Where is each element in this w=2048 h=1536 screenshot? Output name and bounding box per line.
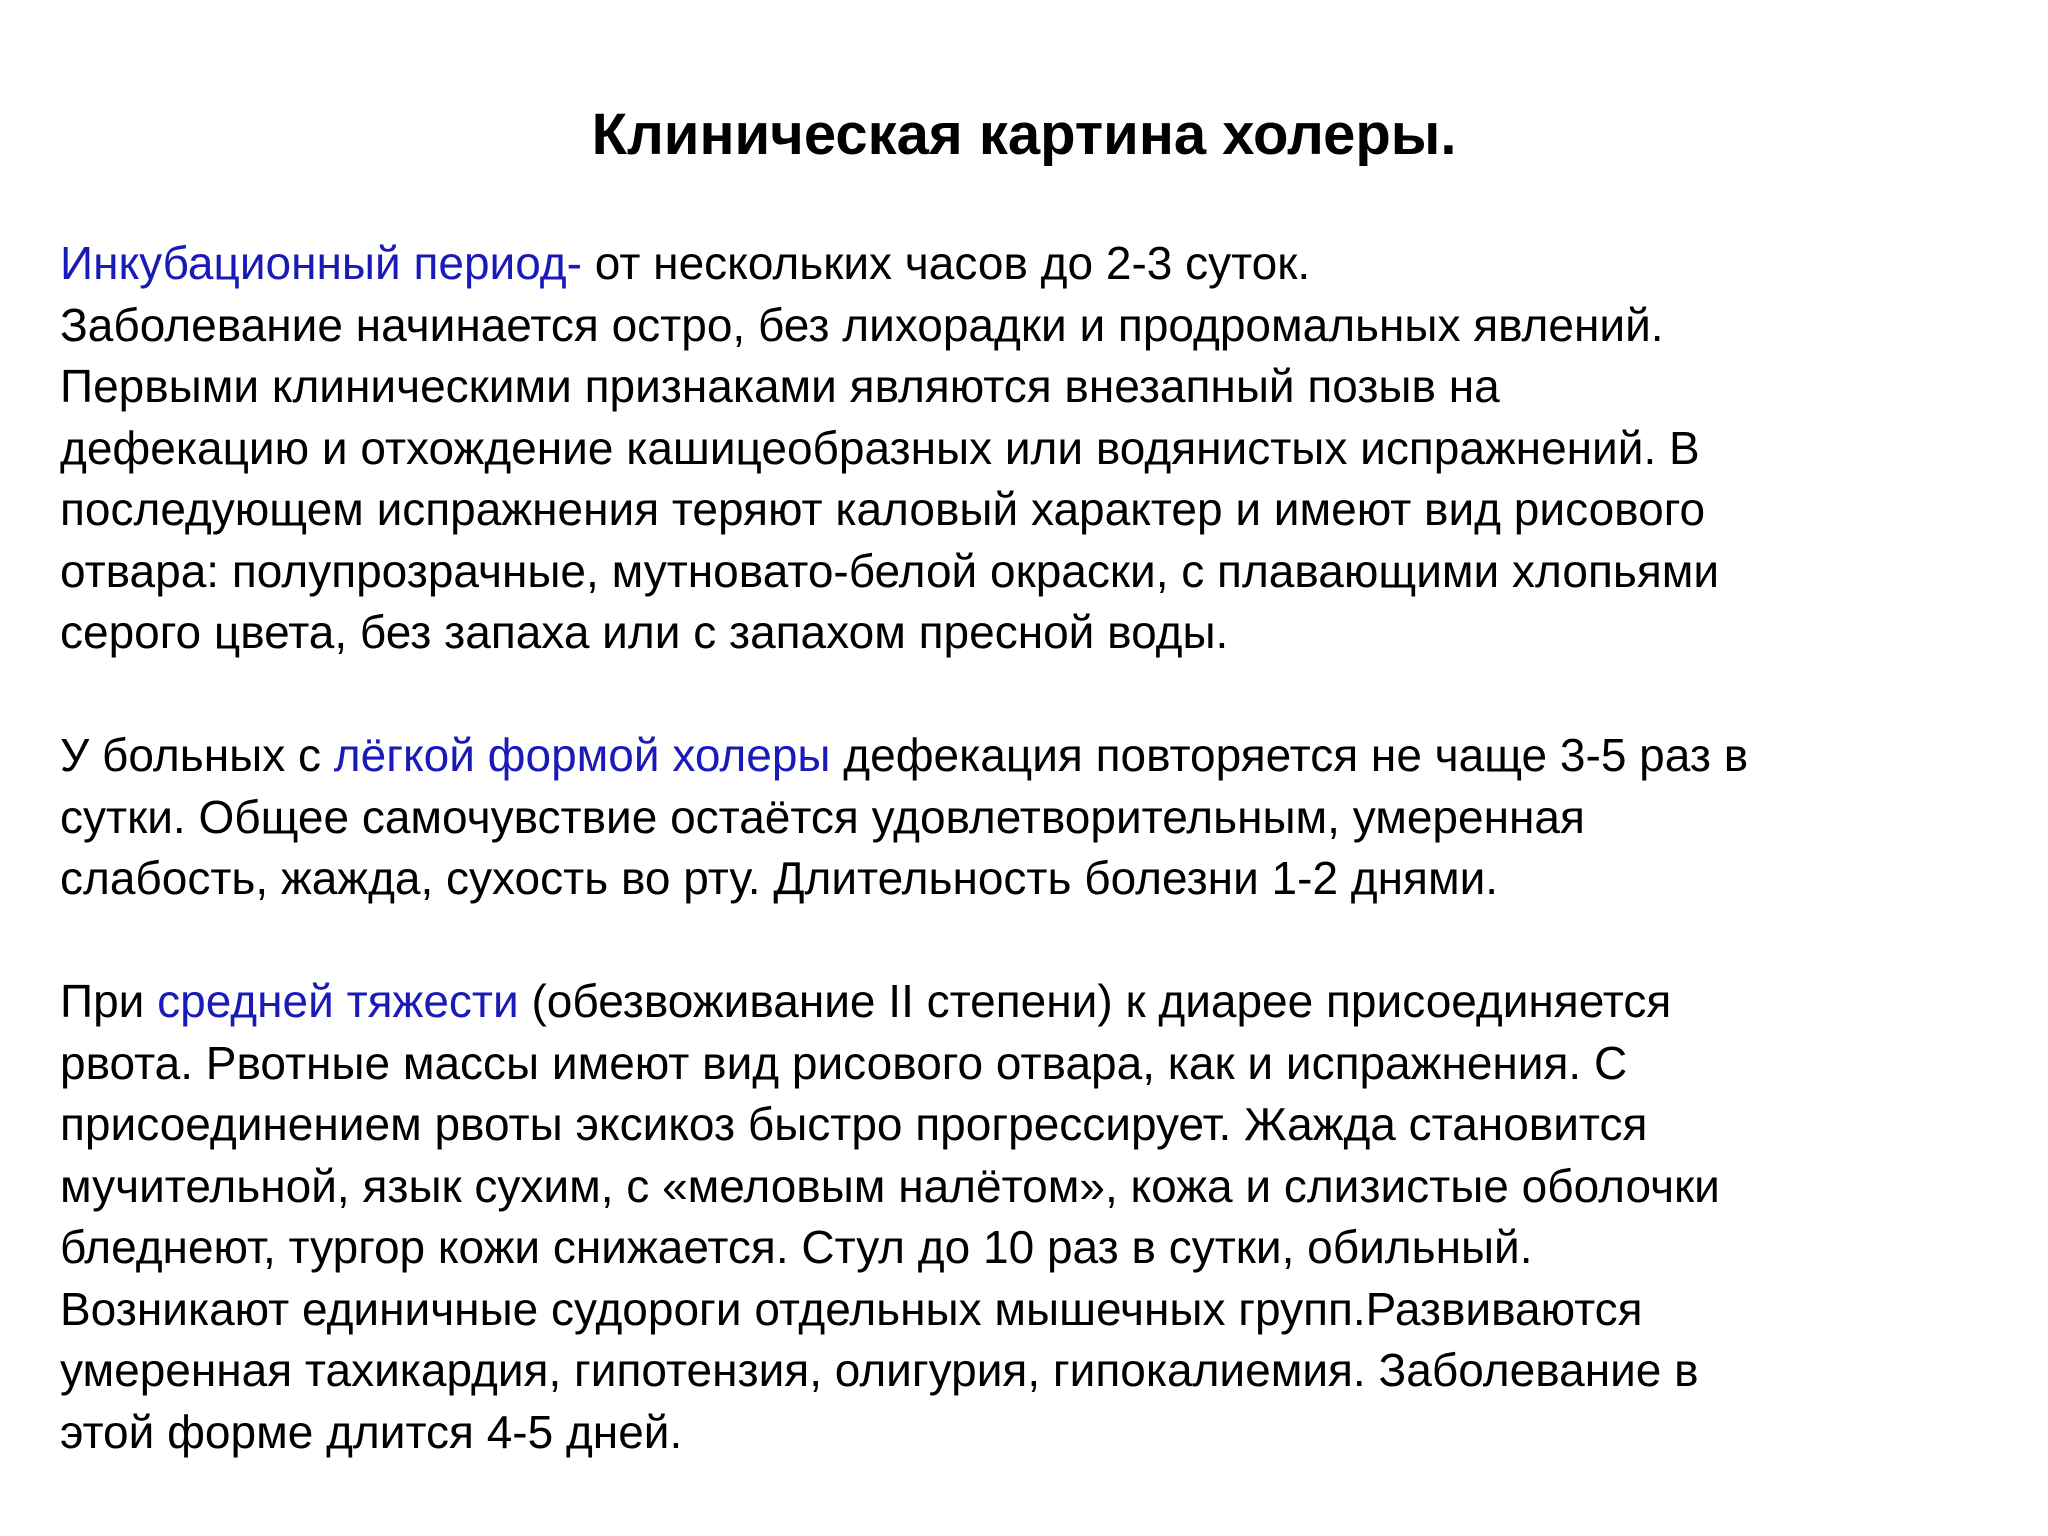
slide-title: Клиническая картина холеры. bbox=[591, 102, 1457, 167]
term-incubation-period: Инкубационный период- bbox=[60, 237, 582, 289]
term-moderate-severity: средней тяжести bbox=[157, 975, 519, 1027]
paragraph-incubation bbox=[60, 233, 2020, 664]
text-line bbox=[60, 971, 2020, 1033]
text-line: дефекацию и отхождение кашицеобразных или водянистых испражнений. В bbox=[60, 421, 1700, 474]
paragraph-gap bbox=[60, 664, 2020, 726]
text-fragment: от нескольких часов до 2-3 суток. bbox=[581, 237, 1311, 289]
paragraph-mild-form bbox=[60, 725, 2020, 910]
text-line: Заболевание начинается остро, без лихорадки и продромальных явлений. bbox=[60, 298, 1664, 351]
term-mild-form: лёгкой формой холеры bbox=[333, 729, 831, 781]
text-line: Первыми клиническими признаками являются внезапный позыв на bbox=[60, 360, 1500, 412]
text-line: серого цвета, без запаха или с запахом пресной воды. bbox=[60, 606, 1229, 658]
text-line: рвота. Рвотные массы имеют вид рисового отвара, как и испражнения. С bbox=[60, 1036, 1628, 1089]
paragraph-gap bbox=[60, 910, 2020, 972]
text-line: бледнеют, тургор кожи снижается. Стул до 10 раз в сутки, обильный. bbox=[60, 1221, 1533, 1273]
text-line bbox=[60, 233, 2020, 295]
text-line: мучительной, язык сухим, с «меловым налётом», кожа и слизистые оболочки bbox=[60, 1159, 1720, 1212]
slide-body bbox=[60, 233, 2020, 1463]
paragraph-moderate-form bbox=[60, 971, 2020, 1463]
text-fragment: дефекация повторяется не чаще 3-5 раз в bbox=[830, 729, 1749, 781]
text-fragment: У больных с bbox=[60, 729, 334, 781]
text-line: последующем испражнения теряют каловый характер и имеют вид рисового bbox=[60, 483, 1706, 535]
text-fragment: (обезвоживание II степени) к диарее присоединяется bbox=[518, 975, 1672, 1027]
text-line: отвара: полупрозрачные, мутновато-белой окраски, с плавающими хлопьями bbox=[60, 544, 1720, 597]
text-line: слабость, жажда, сухость во рту. Длительность болезни 1-2 днями. bbox=[60, 852, 1499, 904]
text-line: сутки. Общее самочувствие остаётся удовлетворительным, умеренная bbox=[60, 790, 1585, 843]
text-line: присоединением рвоты эксикоз быстро прогрессирует. Жажда становится bbox=[60, 1098, 1648, 1150]
text-line: этой форме длится 4-5 дней. bbox=[60, 1405, 683, 1458]
text-line bbox=[60, 725, 2020, 787]
text-line: Возникают единичные судороги отдельных мышечных групп.Развиваются bbox=[60, 1282, 1643, 1335]
text-line: умеренная тахикардия, гипотензия, олигурия, гипокалиемия. Заболевание в bbox=[60, 1344, 1699, 1396]
text-fragment: При bbox=[60, 975, 158, 1027]
